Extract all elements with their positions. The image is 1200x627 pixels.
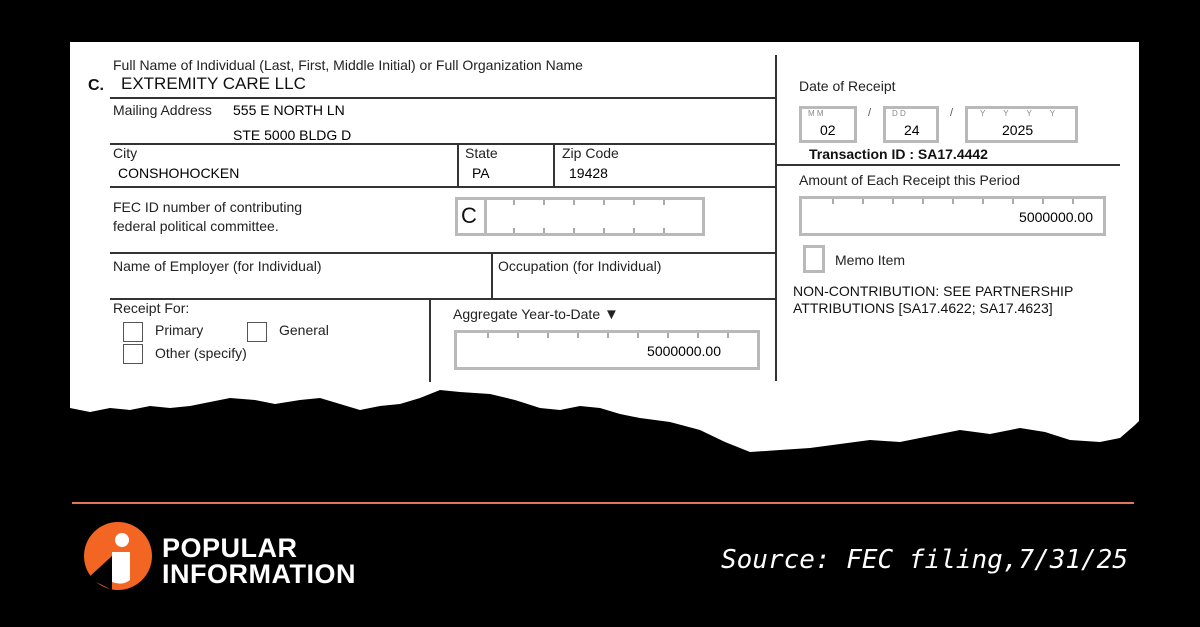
name-value: EXTREMITY CARE LLC <box>121 74 306 93</box>
date-day-field[interactable] <box>883 106 939 143</box>
date-label: Date of Receipt <box>799 78 896 94</box>
general-label: General <box>279 322 329 338</box>
fec-id-field[interactable] <box>455 197 705 236</box>
date-month-field[interactable] <box>799 106 857 143</box>
date-sep-1: / <box>868 107 872 119</box>
memo-note-2: ATTRIBUTIONS [SA17.4622; SA17.4623] <box>793 300 1053 316</box>
fec-id-label-2: federal political committee. <box>113 218 279 234</box>
amount-value: 5000000.00 <box>1019 209 1093 225</box>
city-value: CONSHOHOCKEN <box>118 165 240 181</box>
other-checkbox[interactable] <box>123 344 143 364</box>
date-day: 24 <box>904 122 920 138</box>
employer-label: Name of Employer (for Individual) <box>113 258 322 274</box>
primary-label: Primary <box>155 322 204 338</box>
date-year: 2025 <box>1002 122 1034 138</box>
date-month: 02 <box>820 122 836 138</box>
primary-checkbox[interactable] <box>123 322 143 342</box>
general-checkbox[interactable] <box>247 322 267 342</box>
aggregate-field[interactable] <box>454 330 760 370</box>
receipt-for-label: Receipt For: <box>113 300 190 316</box>
source-caption: Source: FEC filing,7/31/25 <box>721 545 1128 575</box>
aggregate-label: Aggregate Year-to-Date ▼ <box>453 306 619 323</box>
date-year-field[interactable] <box>965 106 1078 143</box>
state-value: PA <box>472 165 490 181</box>
zip-value: 19428 <box>569 165 608 181</box>
memo-note-1: NON-CONTRIBUTION: SEE PARTNERSHIP <box>793 283 1074 299</box>
name-label: Full Name of Individual (Last, First, Middle Initial) or Full Organization Name <box>113 57 583 73</box>
down-triangle-icon: ▼ <box>604 306 619 323</box>
popular-information-logo-icon <box>82 520 154 592</box>
right-column-divider <box>775 55 777 381</box>
section-divider <box>72 502 1134 504</box>
transaction-id: Transaction ID : SA17.4442 <box>809 146 988 162</box>
line-letter: C. <box>88 77 104 94</box>
amount-label: Amount of Each Receipt this Period <box>799 172 1021 188</box>
address-line2: STE 5000 BLDG D <box>233 127 352 143</box>
fec-id-label-1: FEC ID number of contributing <box>113 199 303 215</box>
zip-label: Zip Code <box>562 145 619 161</box>
amount-field[interactable] <box>799 196 1106 236</box>
fec-id-prefix: C <box>461 203 477 228</box>
date-month-hint: M M <box>808 109 824 118</box>
date-year-hint: Y Y Y Y <box>980 109 1064 118</box>
mailing-label: Mailing Address <box>113 102 212 118</box>
date-day-hint: D D <box>892 109 906 118</box>
logo-line1: POPULAR <box>162 533 298 563</box>
city-label: City <box>113 145 138 161</box>
memo-label: Memo Item <box>835 252 906 268</box>
occupation-label: Occupation (for Individual) <box>498 258 662 274</box>
logo-line2: INFORMATION <box>162 559 356 589</box>
date-sep-2: / <box>950 107 954 119</box>
state-label: State <box>465 145 498 161</box>
memo-checkbox[interactable] <box>803 245 825 273</box>
aggregate-value: 5000000.00 <box>647 343 721 359</box>
address-line1: 555 E NORTH LN <box>233 102 345 118</box>
torn-paper-edge <box>60 370 1150 490</box>
other-label: Other (specify) <box>155 345 247 361</box>
